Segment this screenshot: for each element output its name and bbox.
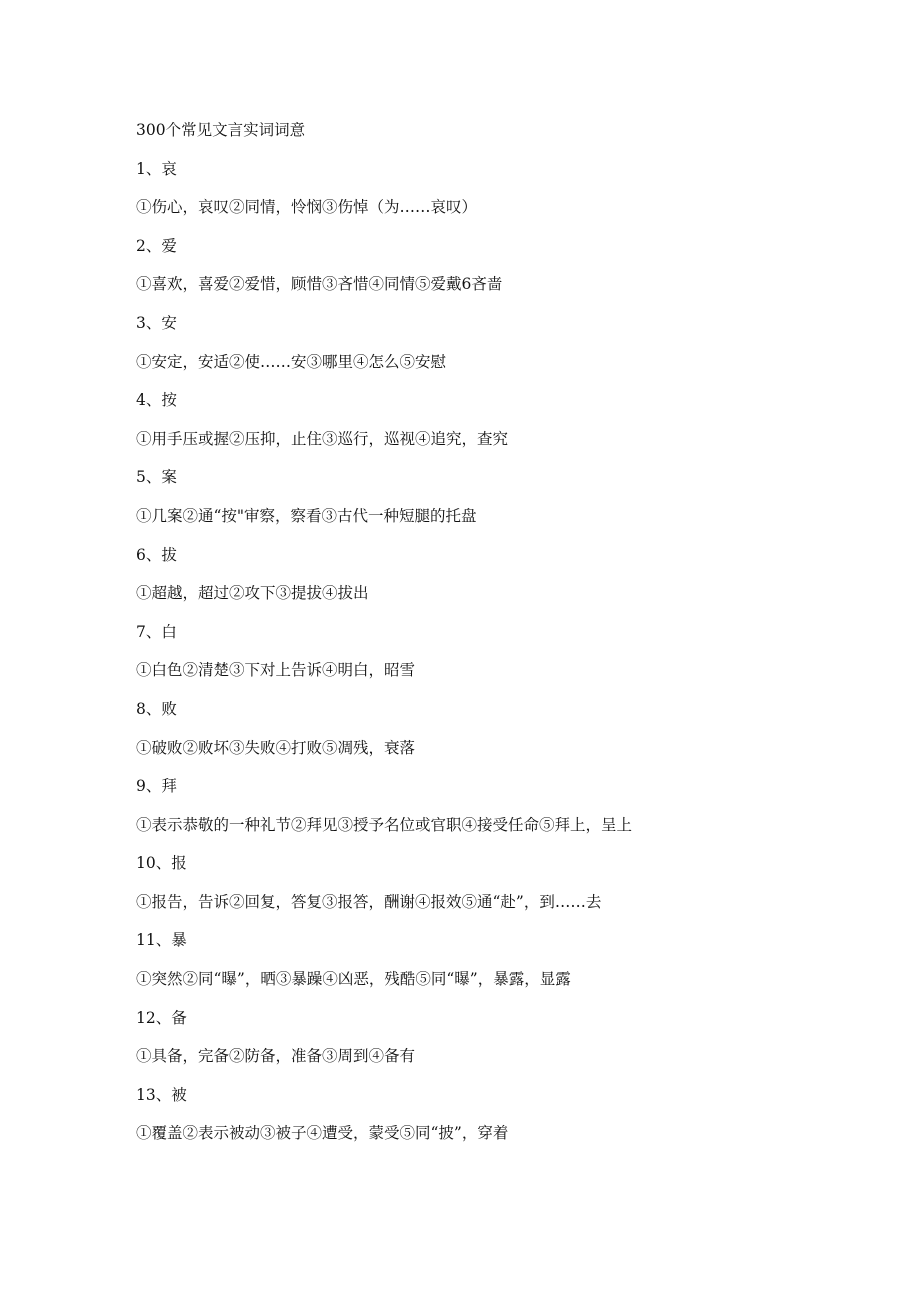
entry-meanings: ①白色②清楚③下对上告诉④明白，昭雪	[136, 661, 416, 680]
entry-meanings: ①破败②败坏③失败④打败⑤凋残，衰落	[136, 738, 416, 757]
entry-head: 3、安	[136, 313, 177, 332]
document-title: 300个常见文言实词词意	[136, 121, 306, 139]
entry-head: 8、败	[136, 699, 177, 718]
document-body	[136, 118, 836, 1160]
entry-meanings: ①安定，安适②使……安③哪里④怎么⑤安慰	[136, 352, 447, 371]
entry-meanings: ①用手压或握②压抑，止住③巡行，巡视④追究，查究	[136, 429, 509, 448]
entry-head: 2、爱	[136, 236, 177, 255]
entry-head: 4、按	[136, 391, 177, 410]
entry-meanings: ①覆盖②表示被动③被子④遭受，蒙受⑤同“披”，穿着	[136, 1124, 509, 1143]
entry-meanings: ①伤心，哀叹②同情，怜悯③伤悼（为……哀叹）	[136, 198, 478, 217]
entry-head: 12、备	[136, 1008, 187, 1027]
entry-head: 9、拜	[136, 777, 177, 796]
entry-meanings: ①超越，超过②攻下③提拔④拔出	[136, 584, 369, 603]
entry-meanings: ①几案②通“按"审察，察看③古代一种短腿的托盘	[136, 506, 477, 525]
entry-meanings: ①报告，告诉②回复，答复③报答，酬谢④报效⑤通“赴”，到……去	[136, 892, 602, 911]
entry-head: 13、被	[136, 1085, 187, 1104]
entry-head: 10、报	[136, 854, 187, 873]
entry-head: 6、拔	[136, 545, 177, 564]
entry-meanings: ①突然②同“曝”，晒③暴躁④凶恶，残酷⑤同“曝”，暴露，显露	[136, 970, 571, 989]
entry-meanings: ①表示恭敬的一种礼节②拜见③授予名位或官职④接受任命⑤拜上，呈上	[136, 815, 633, 834]
entry-head: 7、白	[136, 622, 177, 641]
entry-head: 5、案	[136, 468, 177, 487]
entry-head: 1、哀	[136, 159, 177, 178]
entry-head: 11、暴	[136, 931, 187, 950]
entry-meanings: ①具备，完备②防备，准备③周到④备有	[136, 1047, 416, 1066]
entry-meanings: ①喜欢，喜爱②爱惜，顾惜③吝惜④同情⑤爱戴6吝啬	[136, 275, 503, 294]
